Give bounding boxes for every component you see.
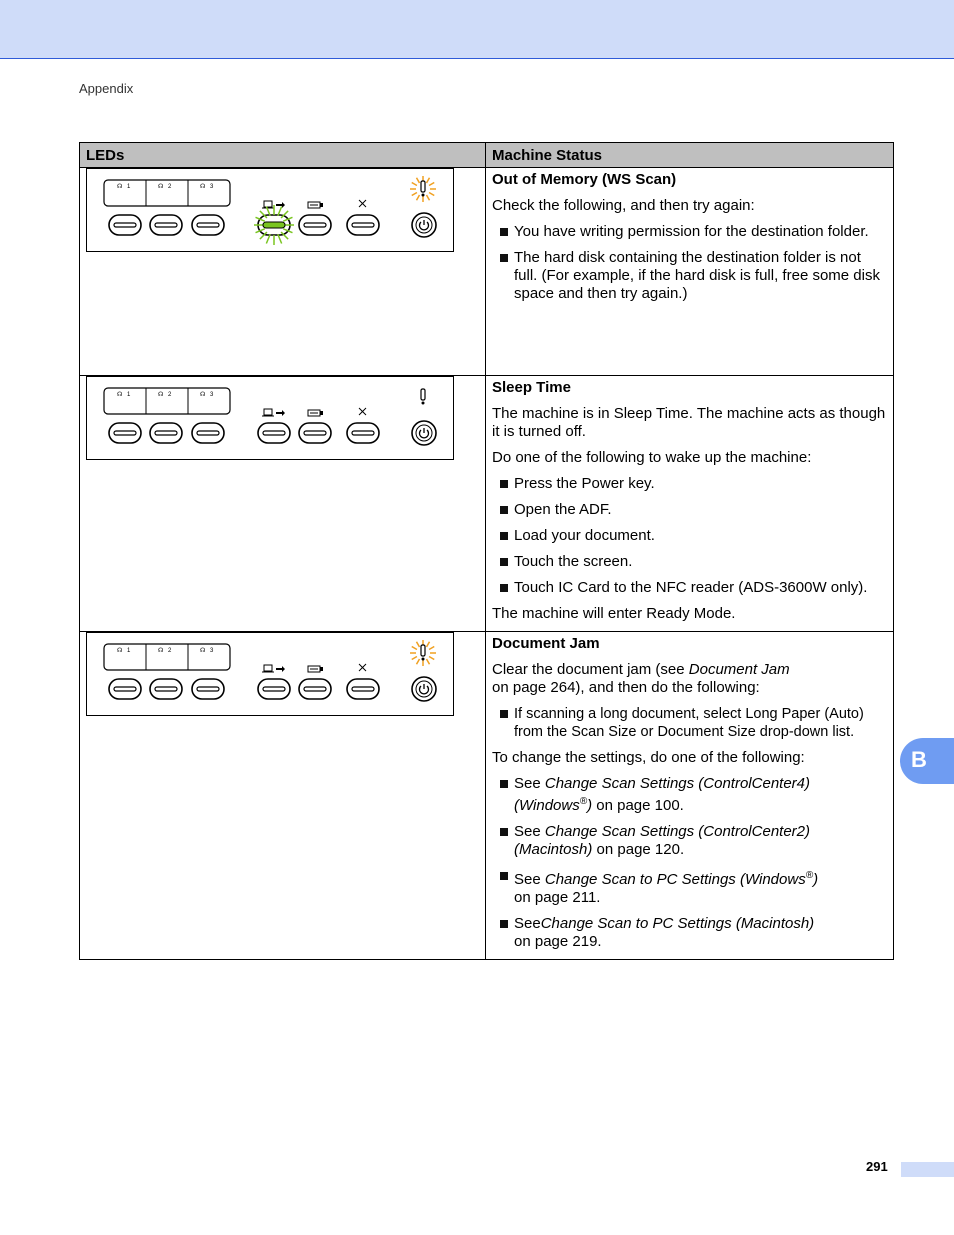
bullet-icon xyxy=(500,254,508,262)
preset-number-label: 1 xyxy=(127,648,131,654)
status-column-header: Machine Status xyxy=(486,143,894,168)
preset-number-label: 3 xyxy=(210,392,214,398)
settings-ref-list xyxy=(492,775,887,951)
jam-list xyxy=(492,705,887,741)
list-item: Touch IC Card to the NFC reader (ADS-3600W only). xyxy=(492,579,887,597)
stop-button xyxy=(347,679,379,699)
power-button xyxy=(412,421,436,445)
scan-to-pc-button xyxy=(258,679,290,699)
control-panel-illustration xyxy=(86,632,454,716)
scan-to-usb-button xyxy=(299,679,331,699)
preset-number-label: 2 xyxy=(168,184,172,190)
led-cell xyxy=(80,376,486,632)
preset-button xyxy=(150,423,182,443)
status-cell xyxy=(486,376,894,632)
network-icon: ☊ xyxy=(200,183,206,190)
status-paragraph: Do one of the following to wake up the machine: xyxy=(492,449,812,466)
stop-button xyxy=(347,215,379,235)
bullet-icon xyxy=(500,780,508,788)
preset-number-label: 1 xyxy=(127,392,131,398)
network-icon: ☊ xyxy=(158,647,164,654)
list-item: See Change Scan Settings (ControlCenter2) (Macintosh) on page 120. xyxy=(492,823,887,859)
network-icon: ☊ xyxy=(158,183,164,190)
preset-button xyxy=(192,679,224,699)
network-icon: ☊ xyxy=(117,647,123,654)
wake-list xyxy=(492,475,887,597)
scan-to-pc-button xyxy=(258,423,290,443)
bullet-icon xyxy=(500,506,508,514)
status-title: Document Jam xyxy=(492,635,600,652)
preset-button xyxy=(109,215,141,235)
bullet-icon xyxy=(500,872,508,880)
preset-button xyxy=(109,423,141,443)
scan-to-pc-button xyxy=(254,205,294,245)
preset-number-label: 3 xyxy=(210,184,214,190)
settings-link[interactable]: Change Scan to PC Settings (Macintosh) xyxy=(540,915,815,932)
status-paragraph: The machine is in Sleep Time. The machine acts as though it is turned off. xyxy=(492,405,886,440)
table-row xyxy=(80,376,894,632)
header-band xyxy=(0,0,954,59)
bullet-icon xyxy=(500,828,508,836)
power-button xyxy=(412,677,436,701)
settings-intro: To change the settings, do one of the following: xyxy=(492,749,805,766)
scan-to-usb-button xyxy=(299,423,331,443)
list-item: See Change Scan to PC Settings (Windows®) on page 211. xyxy=(492,867,887,907)
bullet-icon xyxy=(500,920,508,928)
network-icon: ☊ xyxy=(200,647,206,654)
list-item: See Change Scan Settings (ControlCenter4) (Windows®) on page 100. xyxy=(492,775,887,815)
status-title: Sleep Time xyxy=(492,379,571,396)
preset-button xyxy=(192,423,224,443)
preset-number-label: 2 xyxy=(168,392,172,398)
led-status-table xyxy=(79,142,894,960)
network-icon: ☊ xyxy=(117,183,123,190)
preset-number-label: 1 xyxy=(127,184,131,190)
bullet-icon xyxy=(500,532,508,540)
status-intro: Check the following, and then try again: xyxy=(492,197,755,214)
list-item: Load your document. xyxy=(492,527,887,545)
status-title: Out of Memory (WS Scan) xyxy=(492,171,677,188)
preset-number-label: 3 xyxy=(210,648,214,654)
settings-link[interactable]: Change Scan Settings (ControlCenter2) (Macintosh) xyxy=(514,823,811,858)
status-cell xyxy=(486,632,894,960)
network-icon: ☊ xyxy=(200,391,206,398)
document-jam-link[interactable]: Document Jam xyxy=(688,661,790,678)
control-panel-illustration xyxy=(86,376,454,460)
led-cell xyxy=(80,632,486,960)
control-panel-illustration xyxy=(86,168,454,252)
preset-button xyxy=(150,215,182,235)
preset-button xyxy=(109,679,141,699)
list-item: Press the Power key. xyxy=(492,475,887,493)
power-button xyxy=(412,213,436,237)
network-icon: ☊ xyxy=(158,391,164,398)
status-closing: The machine will enter Ready Mode. xyxy=(492,605,736,622)
table-row xyxy=(80,632,894,960)
list-item: Open the ADF. xyxy=(492,501,887,519)
page-number: 291 xyxy=(866,1159,888,1174)
settings-link[interactable]: Change Scan to PC Settings (Windows®) xyxy=(544,870,819,888)
bullet-icon xyxy=(500,558,508,566)
preset-number-label: 2 xyxy=(168,648,172,654)
list-item: If scanning a long document, select Long Paper (Auto) from the Scan Size or Document Size drop-down list. xyxy=(492,705,887,741)
list-item: The hard disk containing the destination folder is not full. (For example, if the hard disk is full, free some disk space and then try again.) xyxy=(492,249,887,303)
check-list xyxy=(492,223,887,303)
preset-button xyxy=(192,215,224,235)
leds-column-header: LEDs xyxy=(80,143,486,168)
appendix-side-tab: B xyxy=(900,738,954,784)
network-icon: ☊ xyxy=(117,391,123,398)
list-item: SeeChange Scan to PC Settings (Macintosh) on page 219. xyxy=(492,915,887,951)
settings-link[interactable]: Change Scan Settings (ControlCenter4) (Windows®) xyxy=(514,775,811,814)
stop-button xyxy=(347,423,379,443)
bullet-icon xyxy=(500,710,508,718)
table-row xyxy=(80,168,894,376)
status-intro: Clear the document jam (see Document Jam on page 264), and then do the following: xyxy=(492,661,790,696)
bullet-icon xyxy=(500,584,508,592)
bullet-icon xyxy=(500,228,508,236)
footer-bar xyxy=(901,1162,954,1177)
list-item: Touch the screen. xyxy=(492,553,887,571)
preset-button xyxy=(150,679,182,699)
led-cell xyxy=(80,168,486,376)
status-cell xyxy=(486,168,894,376)
scan-to-usb-button xyxy=(299,215,331,235)
table-header-row xyxy=(80,143,894,168)
section-label: Appendix xyxy=(79,81,134,96)
bullet-icon xyxy=(500,480,508,488)
list-item: You have writing permission for the destination folder. xyxy=(492,223,887,241)
